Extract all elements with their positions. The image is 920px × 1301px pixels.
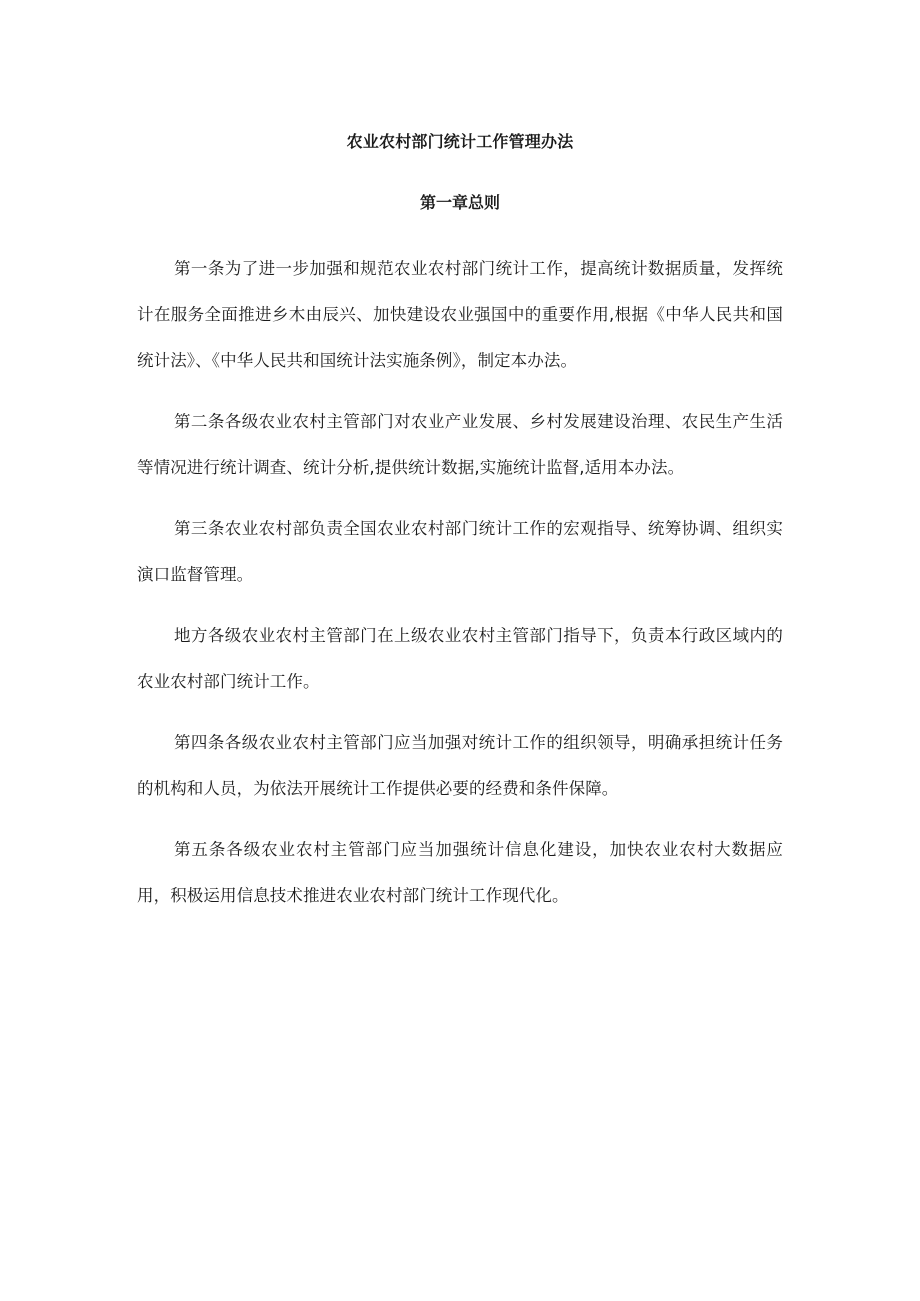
paragraph-article-5: 第五条各级农业农村主管部门应当加强统计信息化建设，加快农业农村大数据应用，积极运用信息技术推进农业农村部门统计工作现代化。 [137, 840, 783, 905]
paragraph-article-3: 第三条农业农村部负责全国农业农村部门统计工作的宏观指导、统筹协调、组织实演口监督管理。 [137, 519, 783, 584]
paragraph-article-3-local: 地方各级农业农村主管部门在上级农业农村主管部门指导下，负责本行政区域内的农业农村部门统计工作。 [137, 626, 783, 691]
paragraph-article-4: 第四条各级农业农村主管部门应当加强对统计工作的组织领导，明确承担统计任务的机构和人员，为依法开展统计工作提供必要的经费和条件保障。 [137, 733, 783, 798]
document-title: 农业农村部门统计工作管理办法 [346, 132, 574, 151]
paragraph-article-2: 第二条各级农业农村主管部门对农业产业发展、乡村发展建设治理、农民生产生活等情况进行统计调查、统计分析,提供统计数据,实施统计监督,适用本办法。 [137, 412, 783, 477]
document-body [137, 246, 783, 934]
paragraph-article-1: 第一条为了进一步加强和规范农业农村部门统计工作，提高统计数据质量，发挥统计在服务全面推进乡木由辰兴、加快建设农业强国中的重要作用,根据《中华人民共和国统计法》、《中华人民共和国统计法实施条例》，制定本办法。 [137, 259, 783, 370]
chapter-heading: 第一章总则 [419, 193, 500, 212]
